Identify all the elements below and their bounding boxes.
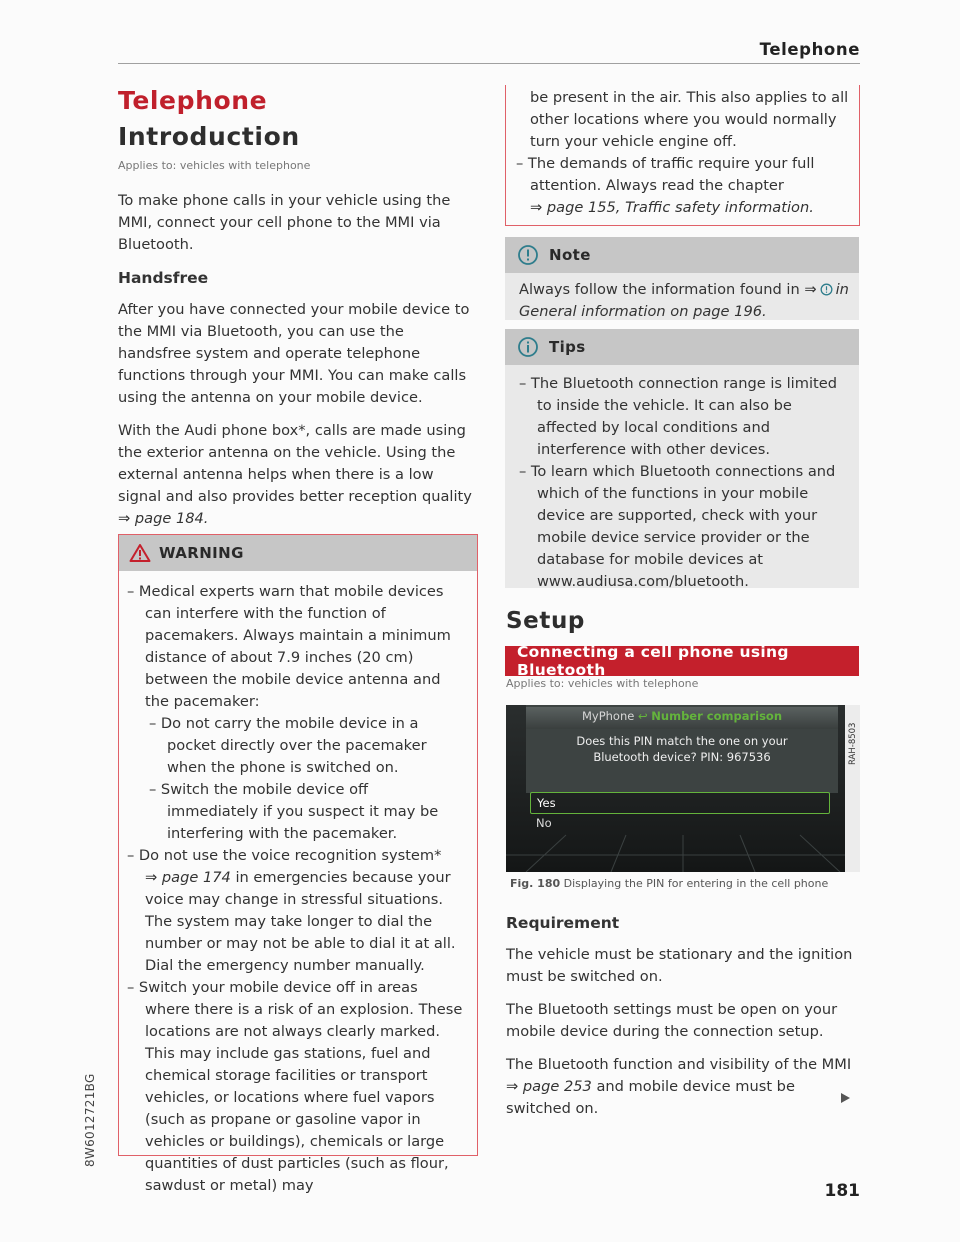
phonebox-paragraph: [118, 420, 478, 530]
requirement-heading: Requirement: [506, 914, 620, 932]
warning-continued-text: be present in the air. This also applies to all other locations where you would normally turn your vehicle engine off.: [530, 89, 849, 150]
left-column: [118, 84, 478, 541]
requirement-section: [506, 912, 861, 1131]
warning-subitem: – Switch the mobile device off immediately if you suspect it may be interfering with the pacemaker.: [149, 781, 439, 842]
traffic-safety-ref[interactable]: ⇒ page 155, Traffic safety information.: [530, 199, 814, 216]
intro-paragraph: To make phone calls in your vehicle using the MMI, connect your cell phone to the MMI via Bluetooth.: [118, 192, 451, 253]
tips-label: Tips: [549, 338, 586, 356]
pin-message-line: Bluetooth device? PIN: 967536: [593, 750, 771, 764]
section-banner: Connecting a cell phone using Bluetooth: [505, 646, 859, 676]
requirement-paragraph: The Bluetooth settings must be open on your mobile device during the connection setup.: [506, 1001, 838, 1040]
pin-message-line: Does this PIN match the one on your: [576, 734, 788, 748]
back-arrow-icon: ↩: [637, 709, 652, 723]
general-info-ref[interactable]: in General information on page 196.: [519, 281, 849, 320]
image-code: RAH-8503: [848, 722, 858, 765]
tips-item: – The Bluetooth connection range is limited to inside the vehicle. It can also be affected by local conditions and interference with other devices.: [519, 375, 837, 458]
warning-item: – The demands of traffic require your full attention. Always read the chapter: [516, 155, 815, 194]
screen-background: [506, 705, 860, 872]
warning-continued-box: [505, 85, 860, 226]
warning-item: – Do not use the voice recognition system* ⇒ page 174 in emergencies because your voice may change in stressful situations. The system may take longer to dial the number or may not be able to dial it at all. Dial the emergency number manually.: [127, 847, 456, 974]
note-body: Always follow the information found in ⇒ in General information on page 196.: [519, 281, 849, 320]
applies-note: Applies to: vehicles with telephone: [118, 159, 311, 172]
document-number: [80, 1060, 100, 1170]
page-number: 181: [824, 1181, 860, 1201]
breadcrumb-root: MyPhone: [581, 709, 635, 723]
warning-box: [118, 534, 478, 1194]
exclamation-circle-icon: [820, 283, 833, 296]
pin-message: [526, 733, 838, 765]
mmi-screen-figure: [506, 705, 860, 872]
warning-label: WARNING: [159, 544, 244, 562]
document-number-text: 8W6012721BG: [83, 1073, 97, 1167]
tips-header: [505, 329, 859, 365]
note-header: [505, 237, 859, 273]
requirement-paragraph: The vehicle must be stationary and the ignition must be switched on.: [506, 946, 853, 985]
phonebox-page-ref[interactable]: ⇒ page 184.: [118, 510, 209, 527]
exclamation-circle-icon: [517, 244, 539, 266]
figure-caption: [510, 877, 828, 890]
note-label: Note: [549, 246, 591, 264]
play-triangle-icon: [839, 1092, 851, 1104]
header-rule: [118, 63, 860, 64]
warning-header: [119, 535, 477, 571]
chapter-title: Telephone: [118, 86, 268, 115]
warning-subitem: – Do not carry the mobile device in a pocket directly over the pacemaker when the phone is switched on.: [149, 715, 427, 776]
requirement-paragraph: The Bluetooth function and visibility of the MMI ⇒ page 253 and mobile device must be switched on.: [506, 1056, 852, 1117]
note-box: [505, 237, 859, 320]
info-circle-icon: [517, 336, 539, 358]
bluetooth-page-ref[interactable]: ⇒ page 253: [506, 1078, 592, 1095]
section-title: Introduction: [118, 122, 300, 151]
breadcrumb-current: Number comparison: [651, 709, 783, 723]
handsfree-heading: Handsfree: [118, 269, 209, 287]
warning-item: – Switch your mobile device off in areas where there is a risk of an explosion. These locations are not always clearly marked. This may include gas stations, fuel and chemical storage facilities or transport vehicles, or locations where fuel vapors (such as propane or gasoline vapor in vehicles or buildings), chemicals or large quantities of dust particles (such as flour, sawdust or metal) may: [127, 979, 463, 1194]
handsfree-paragraph: After you have connected your mobile device to the MMI via Bluetooth, you can use the handsfree system and operate telephone functions through your MMI. You can make calls using the antenna on your mobile device.: [118, 301, 470, 406]
figure-label: Fig. 180: [510, 877, 561, 890]
warning-body: [119, 571, 477, 1197]
tips-body: [505, 365, 859, 599]
figure-caption-text: Displaying the PIN for entering in the cell phone: [563, 877, 829, 890]
voice-page-ref[interactable]: ⇒ page 174: [145, 869, 231, 886]
tips-box: [505, 329, 859, 588]
screen-breadcrumb: [526, 709, 838, 723]
warning-item: – Medical experts warn that mobile devices can interfere with the function of pacemakers. Always maintain a minimum distance of about 7.9 inches (20 cm) between the mobile device antenna and the pacemaker:: [127, 583, 451, 710]
phonebox-text: With the Audi phone box*, calls are made using the exterior antenna on the vehicle. Using the external antenna helps when there is a low signal and also provides better reception quality: [118, 422, 472, 505]
applies-note: Applies to: vehicles with telephone: [506, 677, 699, 690]
option-yes[interactable]: Yes: [530, 792, 830, 814]
running-header-title: Telephone: [759, 40, 860, 59]
tips-item: – To learn which Bluetooth connections and which of the functions in your mobile device are supported, check with your mobile device service provider or the database for mobile devices at www.audiusa.com/bluetooth.: [519, 463, 836, 590]
setup-heading: Setup: [506, 608, 585, 634]
option-no[interactable]: No: [536, 816, 552, 830]
warning-triangle-icon: [129, 543, 151, 563]
